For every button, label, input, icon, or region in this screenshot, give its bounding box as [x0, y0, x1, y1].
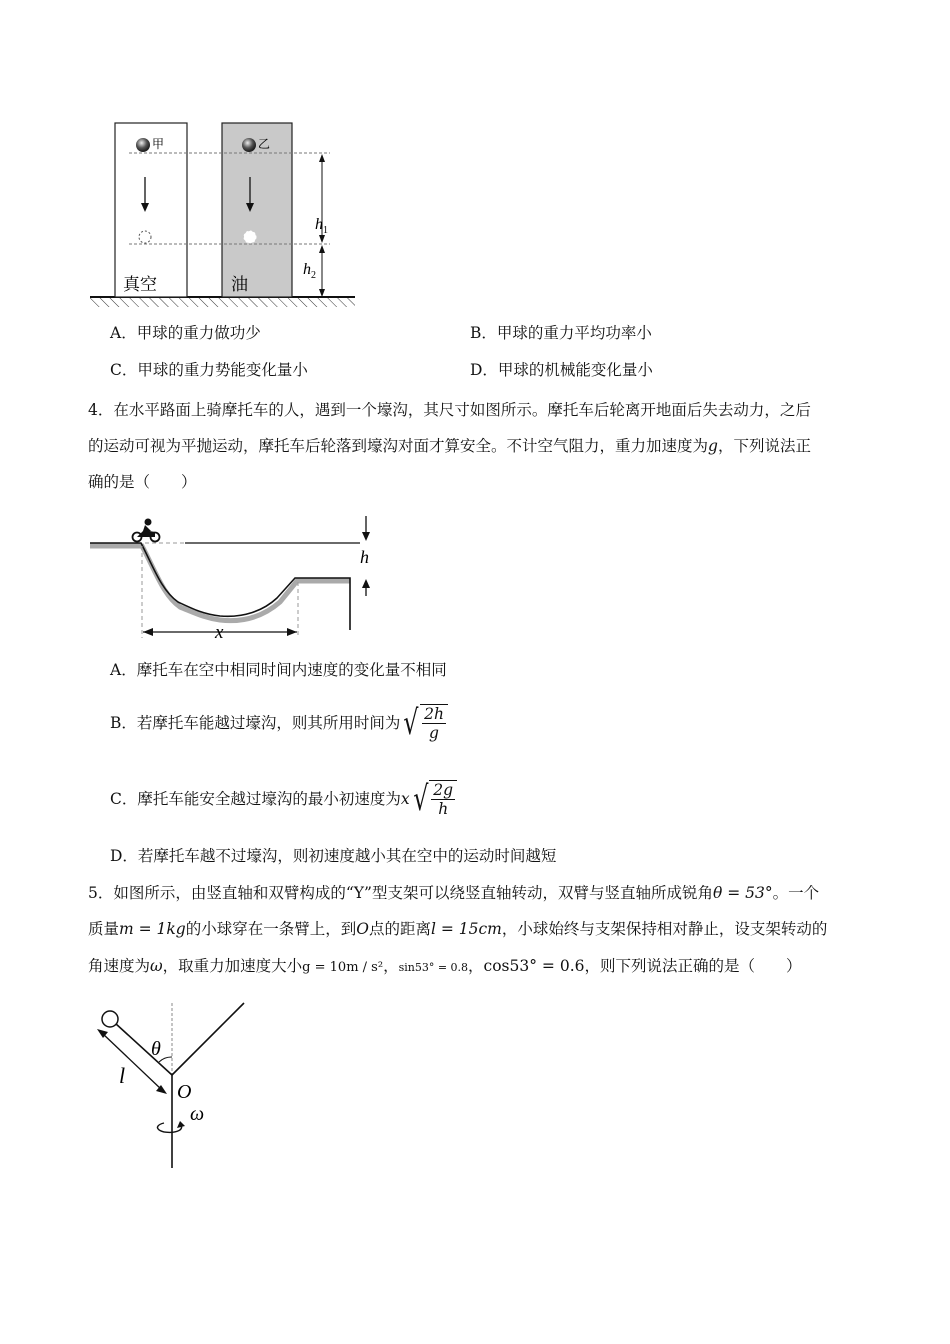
ball — [102, 1011, 118, 1027]
q3-option-a[interactable]: A．甲球的重力做功少 — [110, 324, 261, 342]
q5-stem-sin: sin53° = 0.8 — [398, 961, 469, 974]
h1-arrow-down — [319, 235, 325, 243]
ball-yi — [242, 138, 256, 152]
q5-stem-l: l = 15cm — [430, 920, 502, 938]
radical-icon: √ — [412, 779, 429, 819]
h2-arrow-up — [319, 245, 325, 253]
q4-option-d[interactable]: D．若摩托车越不过壕沟，则初速度越小其在空中的运动时间越短 — [110, 847, 557, 865]
label-h: h — [360, 547, 369, 567]
label-h1: $h_1$ — [315, 216, 328, 236]
q5-stem-line2-a: 质量 — [88, 920, 120, 938]
label-omega: ω — [190, 1103, 205, 1125]
q5-stem-line2-b: 的小球穿在一条臂上，到 — [185, 920, 357, 938]
q5-stem-O: O — [356, 920, 369, 938]
label-vacuum: 真空 — [123, 275, 157, 294]
q5-stem-line1-a: 5．如图所示，由竖直轴和双臂构成的“Y”型支架可以绕竖直轴转动，双臂与竖直轴所成锐角 — [88, 884, 713, 902]
vacuum-tube — [115, 123, 187, 297]
q4-option-c-text: C．摩托车能安全越过壕沟的最小初速度为 — [110, 790, 401, 808]
q4-option-b-sqrt — [400, 704, 448, 742]
ball-jia — [136, 138, 150, 152]
q3-figure — [85, 115, 365, 315]
q4-option-a[interactable]: A．摩托车在空中相同时间内速度的变化量不相同 — [110, 661, 447, 679]
q5-stem-m: m = 1kg — [119, 920, 186, 938]
q5-stem-sep2: ， — [468, 957, 484, 975]
h1-arrow-up — [319, 154, 325, 162]
label-O: O — [177, 1081, 192, 1103]
q4-option-c-x: x — [400, 790, 410, 808]
terrain-shadow — [90, 546, 350, 621]
theta-arc — [159, 1057, 172, 1062]
x-arrow-right — [287, 628, 297, 636]
label-h2: $h_2$ — [303, 261, 316, 281]
q5-stem-theta: θ = 53° — [712, 884, 773, 902]
terrain-line — [90, 543, 350, 630]
h-arrow-top-head — [362, 532, 370, 541]
q4-stem-line2-a: 的运动可视为平抛运动，摩托车后轮落到壕沟对面才算安全。不计空气阻力，重力加速度为 — [88, 437, 709, 455]
q5-stem-cos: cos53° = 0.6 — [483, 957, 585, 975]
h2-arrow-down — [319, 289, 325, 297]
q5-stem-line2-c: 点的距离 — [368, 920, 431, 938]
q3-option-d[interactable]: D．甲球的机械能变化量小 — [470, 361, 653, 379]
q4-option-b[interactable] — [110, 704, 448, 742]
q4-option-b-num: 2h — [424, 705, 444, 723]
oil-tube — [222, 123, 292, 297]
q4-option-b-text: B．若摩托车能越过壕沟，则其所用时间为 — [110, 714, 401, 732]
q5-figure — [88, 995, 258, 1175]
q5-stem-omega: ω — [150, 957, 163, 975]
q3-option-b[interactable]: B．甲球的重力平均功率小 — [470, 324, 652, 342]
q5-stem-line2-d: ，小球始终与支架保持相对静止，设支架转动的 — [501, 920, 828, 938]
q5-stem-g: g = 10m / s² — [302, 960, 384, 975]
q5-stem-line3 — [88, 956, 802, 978]
ground-hatch — [90, 297, 355, 307]
label-l: l — [119, 1063, 126, 1088]
ball-yi-ghost — [244, 231, 256, 243]
q4-stem-g: g — [708, 437, 718, 455]
x-arrow-left — [143, 628, 153, 636]
q5-stem-line1 — [88, 883, 819, 903]
h-arrow-bottom-head — [362, 579, 370, 588]
q4-stem-line1: 4．在水平路面上骑摩托车的人，遇到一个壕沟，其尺寸如图所示。摩托车后轮离开地面后失去动力，之后 — [88, 401, 811, 419]
q4-stem-line2 — [88, 436, 811, 456]
right-arm — [172, 1003, 244, 1075]
q4-option-c[interactable] — [110, 780, 457, 818]
label-oil: 油 — [231, 275, 248, 294]
radical-icon: √ — [403, 703, 419, 743]
q5-stem-line3-c: ，则下列说法正确的是（ ） — [584, 957, 802, 975]
q4-option-c-sqrt — [410, 780, 457, 818]
label-jia: 甲 — [152, 137, 165, 151]
q5-stem-line1-b: 。一个 — [772, 884, 820, 902]
label-theta: θ — [151, 1038, 161, 1060]
q4-option-c-den: h — [438, 800, 449, 818]
q4-option-b-den: g — [429, 724, 439, 742]
q3-option-c[interactable]: C．甲球的重力势能变化量小 — [110, 361, 308, 379]
motorcycle-icon — [133, 519, 160, 542]
label-x: x — [215, 622, 224, 643]
q5-stem-line3-a: 角速度为 — [88, 957, 151, 975]
q4-stem-line3: 确的是（ ） — [88, 473, 197, 491]
q4-option-c-num: 2g — [433, 781, 454, 799]
q5-stem-line3-b: ，取重力加速度大小 — [162, 957, 303, 975]
q4-figure — [85, 510, 385, 645]
q5-stem-line2 — [88, 919, 827, 939]
label-yi: 乙 — [258, 137, 271, 151]
rotation-arrow-head — [177, 1121, 185, 1128]
q4-stem-line2-b: ，下列说法正 — [717, 437, 811, 455]
q5-stem-sep1: ， — [383, 957, 399, 975]
